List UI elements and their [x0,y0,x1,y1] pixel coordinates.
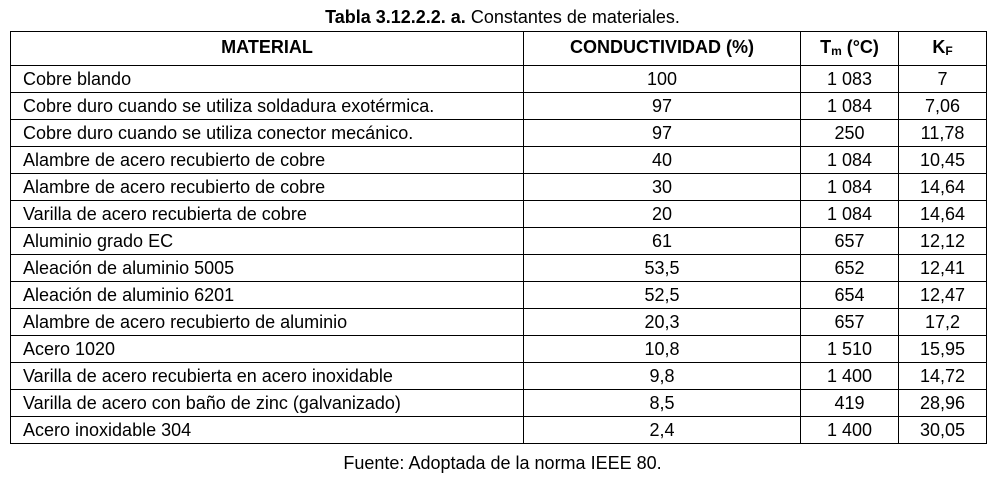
cell-tm: 657 [801,309,899,336]
header-row [11,32,987,66]
header-tm-unit: (°C) [841,37,879,57]
table-caption-number: Tabla 3.12.2.2. a. [325,7,466,27]
cell-conductivity: 52,5 [524,282,801,309]
header-kf-subscript: F [945,44,953,58]
cell-tm: 250 [801,120,899,147]
cell-material: Alambre de acero recubierto de aluminio [11,309,524,336]
cell-conductivity: 9,8 [524,363,801,390]
cell-conductivity: 20,3 [524,309,801,336]
table-row [11,255,987,282]
table-row [11,201,987,228]
cell-tm: 1 400 [801,417,899,444]
cell-conductivity: 100 [524,66,801,93]
materials-table [10,31,987,444]
cell-tm: 1 084 [801,93,899,120]
table-body [11,66,987,444]
cell-kf: 14,64 [899,174,987,201]
cell-kf: 12,12 [899,228,987,255]
cell-kf: 12,41 [899,255,987,282]
cell-kf: 28,96 [899,390,987,417]
cell-kf: 14,64 [899,201,987,228]
table-header [11,32,987,66]
header-kf [899,32,987,66]
table-row [11,363,987,390]
table-row [11,309,987,336]
cell-material: Varilla de acero recubierta de cobre [11,201,524,228]
cell-material: Aleación de aluminio 6201 [11,282,524,309]
header-tm-subscript: m [831,44,842,58]
cell-tm: 654 [801,282,899,309]
cell-conductivity: 30 [524,174,801,201]
cell-kf: 14,72 [899,363,987,390]
header-tm-symbol: T [820,37,832,57]
table-row [11,228,987,255]
header-material: MATERIAL [11,32,524,66]
table-row [11,174,987,201]
cell-material: Varilla de acero con baño de zinc (galvanizado) [11,390,524,417]
cell-conductivity: 61 [524,228,801,255]
cell-material: Acero inoxidable 304 [11,417,524,444]
cell-kf: 17,2 [899,309,987,336]
cell-conductivity: 20 [524,201,801,228]
cell-tm: 1 083 [801,66,899,93]
header-melting-temperature [801,32,899,66]
cell-tm: 1 084 [801,201,899,228]
header-kf-symbol: K [932,37,946,57]
table-row [11,93,987,120]
table-source-note: Fuente: Adoptada de la norma IEEE 80. [343,453,662,473]
cell-kf: 15,95 [899,336,987,363]
table-row [11,282,987,309]
cell-tm: 1 510 [801,336,899,363]
cell-material: Aleación de aluminio 5005 [11,255,524,282]
cell-tm: 1 400 [801,363,899,390]
table-caption-title: Constantes de materiales. [465,7,680,27]
cell-material: Alambre de acero recubierto de cobre [11,174,524,201]
cell-material: Alambre de acero recubierto de cobre [11,147,524,174]
cell-material: Varilla de acero recubierta en acero inoxidable [11,363,524,390]
cell-conductivity: 40 [524,147,801,174]
cell-material: Cobre duro cuando se utiliza soldadura exotérmica. [11,93,524,120]
header-conductivity: CONDUCTIVIDAD (%) [524,32,801,66]
table-row [11,66,987,93]
cell-kf: 30,05 [899,417,987,444]
cell-kf: 10,45 [899,147,987,174]
cell-conductivity: 53,5 [524,255,801,282]
cell-kf: 7,06 [899,93,987,120]
table-row [11,417,987,444]
cell-conductivity: 2,4 [524,417,801,444]
cell-material: Cobre duro cuando se utiliza conector mecánico. [11,120,524,147]
cell-tm: 657 [801,228,899,255]
cell-tm: 419 [801,390,899,417]
cell-conductivity: 8,5 [524,390,801,417]
cell-tm: 1 084 [801,174,899,201]
cell-conductivity: 97 [524,120,801,147]
cell-tm: 652 [801,255,899,282]
table-caption [0,6,1005,28]
cell-conductivity: 97 [524,93,801,120]
cell-kf: 7 [899,66,987,93]
table-row [11,336,987,363]
table-row [11,147,987,174]
table-row [11,120,987,147]
cell-kf: 11,78 [899,120,987,147]
cell-material: Cobre blando [11,66,524,93]
cell-material: Acero 1020 [11,336,524,363]
cell-conductivity: 10,8 [524,336,801,363]
cell-material: Aluminio grado EC [11,228,524,255]
cell-kf: 12,47 [899,282,987,309]
table-row [11,390,987,417]
cell-tm: 1 084 [801,147,899,174]
